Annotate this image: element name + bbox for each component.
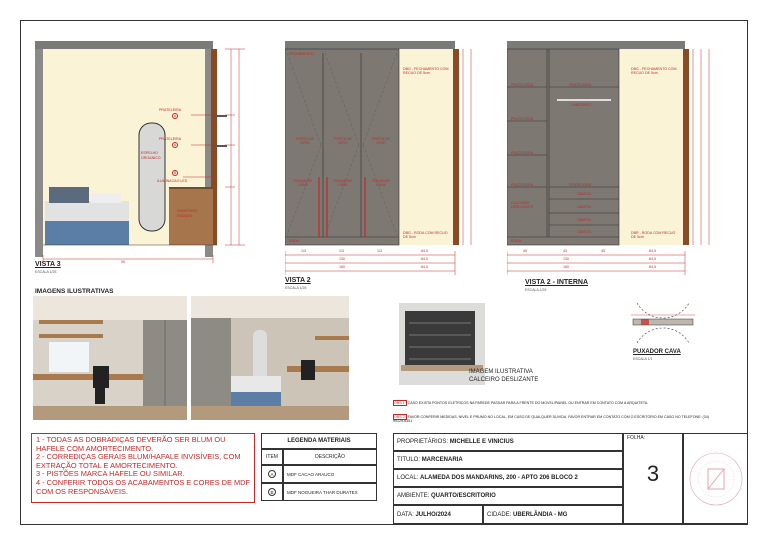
v2-porta-1: PORTA DE GIRO <box>296 137 314 145</box>
v2-puxador-3: PUXADOR CAVA <box>372 179 390 187</box>
v2-porta-2: PORTA DE GIRO <box>334 137 352 145</box>
v2-dim-6: 84,5 <box>421 257 428 261</box>
vista2-scale: ESCALA 1/25 <box>285 286 307 290</box>
v2i-dim-4: 84,5 <box>649 249 656 253</box>
v2i-dim-7: 160 <box>563 265 569 269</box>
note-2: 2 - CORREDIÇAS GERAIS BLUM/HAFALE INVISÍVEIS, COM EXTRAÇÃO TOTAL E AMORTECIMENTO. <box>36 452 241 470</box>
tb-local-value: ALAMEDA DOS MANDARINS, 200 - APTO 206 BLOCO 2 <box>420 475 578 481</box>
tb-cidade-value: UBERLÂNDIA - MG <box>513 511 568 518</box>
obs-2-tag: OBS 2: <box>394 415 406 419</box>
tb-folha-label: FOLHA: <box>627 435 646 441</box>
vista3-label: VISTA 3 <box>35 261 61 268</box>
tb-folha <box>623 433 683 524</box>
note-1: 1 - TODAS AS DOBRADIÇAS DEVERÃO SER BLUM OU HAFELE COM AMORTECIMENTO. <box>36 435 226 453</box>
marker-a-2: A <box>173 143 177 147</box>
v2i-dim-3: 45 <box>601 249 605 253</box>
calceiro-caption-1: IMAGEM ILUSTRATIVA <box>469 369 533 375</box>
calceiro-caption-2: CALCEIRO DESLIZANTE <box>469 377 539 383</box>
v2i-dim-6: 84,5 <box>649 257 656 261</box>
tb-cidade-label: CIDADE: <box>487 511 512 518</box>
v2i-right-bottom: DBR - RODA COM RECUO DE 5cm <box>631 231 676 239</box>
note-prateleira-1: PRATELEIRA <box>159 108 182 112</box>
tb-local <box>393 469 623 487</box>
legend-row-1-desc: MDF CACAO ARAUCO <box>283 465 377 483</box>
legend-row-1-item <box>261 465 283 483</box>
v2-dim-7: 160 <box>339 265 345 269</box>
tb-ambiente-value: QUARTO/ESCRITORIO <box>431 493 496 499</box>
vista2-interna-label: VISTA 2 - INTERNA <box>525 279 589 286</box>
v2i-mid-4: GAVETA <box>577 192 592 196</box>
v2-dim-2: 1/3 <box>339 249 344 253</box>
obs-1 <box>393 401 713 405</box>
v2-porta-3: PORTA DE GIRO <box>372 137 390 145</box>
v2i-bottom: RODA <box>511 239 522 243</box>
v2-dim-5: 130 <box>339 257 345 261</box>
tb-title-value: MARCENARIA <box>421 457 463 463</box>
v2i-dim-2: 43 <box>563 249 567 253</box>
tb-owners <box>393 433 623 451</box>
v2i-mid-1: PRATELEIRA <box>569 83 592 87</box>
v2i-mid-5: GAVETA <box>577 205 592 209</box>
v2i-left-4: PRATELEIRA <box>511 183 534 187</box>
vista3-scale: ESCALA 1/25 <box>35 270 57 274</box>
note-4: 4 - CONFERIR TODOS OS ACABAMENTOS E CORES DE MDF COM OS RESPONSÁVEIS. <box>36 477 250 496</box>
legend-col-item: ITEM <box>261 449 283 465</box>
obs-1-tag: OBS 1: <box>394 401 406 405</box>
v2i-mid-7: GAVETA <box>577 230 592 234</box>
dim-bottom: 90 <box>121 260 125 264</box>
tb-data-label: DATA: <box>397 511 414 518</box>
tb-title <box>393 451 623 469</box>
tb-ambiente-label: AMBIENTE: <box>397 493 430 499</box>
puxador-detail <box>627 299 699 347</box>
v2i-left-3: PRATELEIRA <box>511 151 534 155</box>
v2-dim-8: 84,5 <box>421 265 428 269</box>
v2i-dim-5: 130 <box>563 257 569 261</box>
tb-ambiente <box>393 487 623 505</box>
v2i-dim-1: 45 <box>523 249 527 253</box>
tb-owners-label: PROPRIETÁRIOS: <box>397 439 449 445</box>
puxador-scale: ESCALA 1/1 <box>633 357 653 361</box>
vista2-interna-drawing <box>507 37 717 277</box>
legend-col-desc: DESCRIÇÃO <box>283 449 377 465</box>
drawing-sheet <box>20 20 748 525</box>
v2i-dim-8: 84,5 <box>649 265 656 269</box>
v2i-left-1: PRATELEIRA <box>511 83 534 87</box>
marker-a-1: A <box>173 114 177 118</box>
tb-data <box>393 505 483 524</box>
legend-title: LEGENDA MATERIAIS <box>261 433 377 449</box>
images-header: IMAGENS ILUSTRATIVAS <box>35 288 114 295</box>
tb-local-label: LOCAL: <box>397 475 419 481</box>
note-iluminacao: ILUMINACAO LED <box>157 179 188 183</box>
note-espelho: ESPELHO <box>141 151 158 155</box>
tb-owners-value: MICHELLE E VINICIUS <box>449 439 514 445</box>
v2-puxador-1: PUXADOR CAVA <box>294 179 312 187</box>
v2-top-note: FECHAMENTO <box>289 52 315 56</box>
v2-dim-3: 1/3 <box>377 249 382 253</box>
general-notes <box>31 433 255 503</box>
v2i-mid-2: CABIDEIRO <box>571 103 591 107</box>
legend-row-2-item-text: B <box>268 488 276 496</box>
v2i-mid-6: GAVETA <box>577 218 592 222</box>
v2-bottom-left: RODA <box>289 239 300 243</box>
vista3-drawing <box>35 37 265 269</box>
note-gaveteiro-2: RODIZIO <box>177 214 192 218</box>
obs-2-text: FAVOR CONFERIR MEDIDAS, NIVEL E PRUMO NO LOCAL, EM CASO DE QUALQUER DUVIDA, FAVOR ENTRAR EM CONTATO COM O ESCRITORIO EM CASO NO TELEFONE: (34) 99129-6351 <box>393 415 709 423</box>
vista2-label: VISTA 2 <box>285 277 311 284</box>
v2-bottom-right: DBG - RODA COM RECUO DE 5cm <box>403 231 448 239</box>
tb-folha-value: 3 <box>646 461 660 486</box>
v2i-right-top: DBG - FECHAMENTO COM RECUO DE 5cm <box>631 67 677 75</box>
legend-row-1-item-text: A <box>268 470 276 478</box>
puxador-label: PUXADOR CAVA <box>633 349 681 355</box>
v2-dim-1: 1/3 <box>301 249 306 253</box>
vista2-drawing <box>285 37 475 277</box>
tb-cidade <box>483 505 623 524</box>
obs-1-text: CASO EXISTA PONTOS ELETRICOS NA PAREDE PASSAR PARA A FRENTE DO MOVEL/PAINEL OU ENTRAR EM CONTATO COM A ARQUITETA. <box>407 401 649 405</box>
note-prateleira-2: PRATELEIRA <box>159 137 182 141</box>
v2-puxador-2: PUXADOR CAVA <box>334 179 352 187</box>
v2i-left-2: PRATELEIRA <box>511 117 534 121</box>
legend-row-2-item <box>261 483 283 501</box>
marker-b: B <box>173 171 177 175</box>
v2i-left-5: CALCEIRO DESLIZANTE <box>511 201 534 209</box>
logo-seal <box>688 451 744 507</box>
vista2-interna-scale: ESCALA 1/25 <box>525 288 547 292</box>
tb-title-label: TITULO: <box>397 457 421 463</box>
render-image-office <box>33 296 187 420</box>
note-gaveteiro: GAVETEIRO <box>177 209 198 213</box>
v2-right-top: DBG - FECHAMENTO COM RECUO DE 5cm <box>403 67 449 75</box>
v2i-mid-3: PRATELEIRA <box>569 183 592 187</box>
note-3: 3 - PISTÕES MARCA HAFELE OU SIMILAR. <box>36 469 185 479</box>
tb-data-value: JULHO/2024 <box>415 511 451 518</box>
note-espelho-2: ORGANICO <box>141 156 161 160</box>
legend-row-2-desc: MDF NOGUEIRA THAR DURATEX <box>283 483 377 501</box>
obs-2 <box>393 415 713 423</box>
v2-dim-4: 84,5 <box>421 249 428 253</box>
render-image-bedroom <box>191 296 349 420</box>
tb-logo <box>683 433 748 524</box>
